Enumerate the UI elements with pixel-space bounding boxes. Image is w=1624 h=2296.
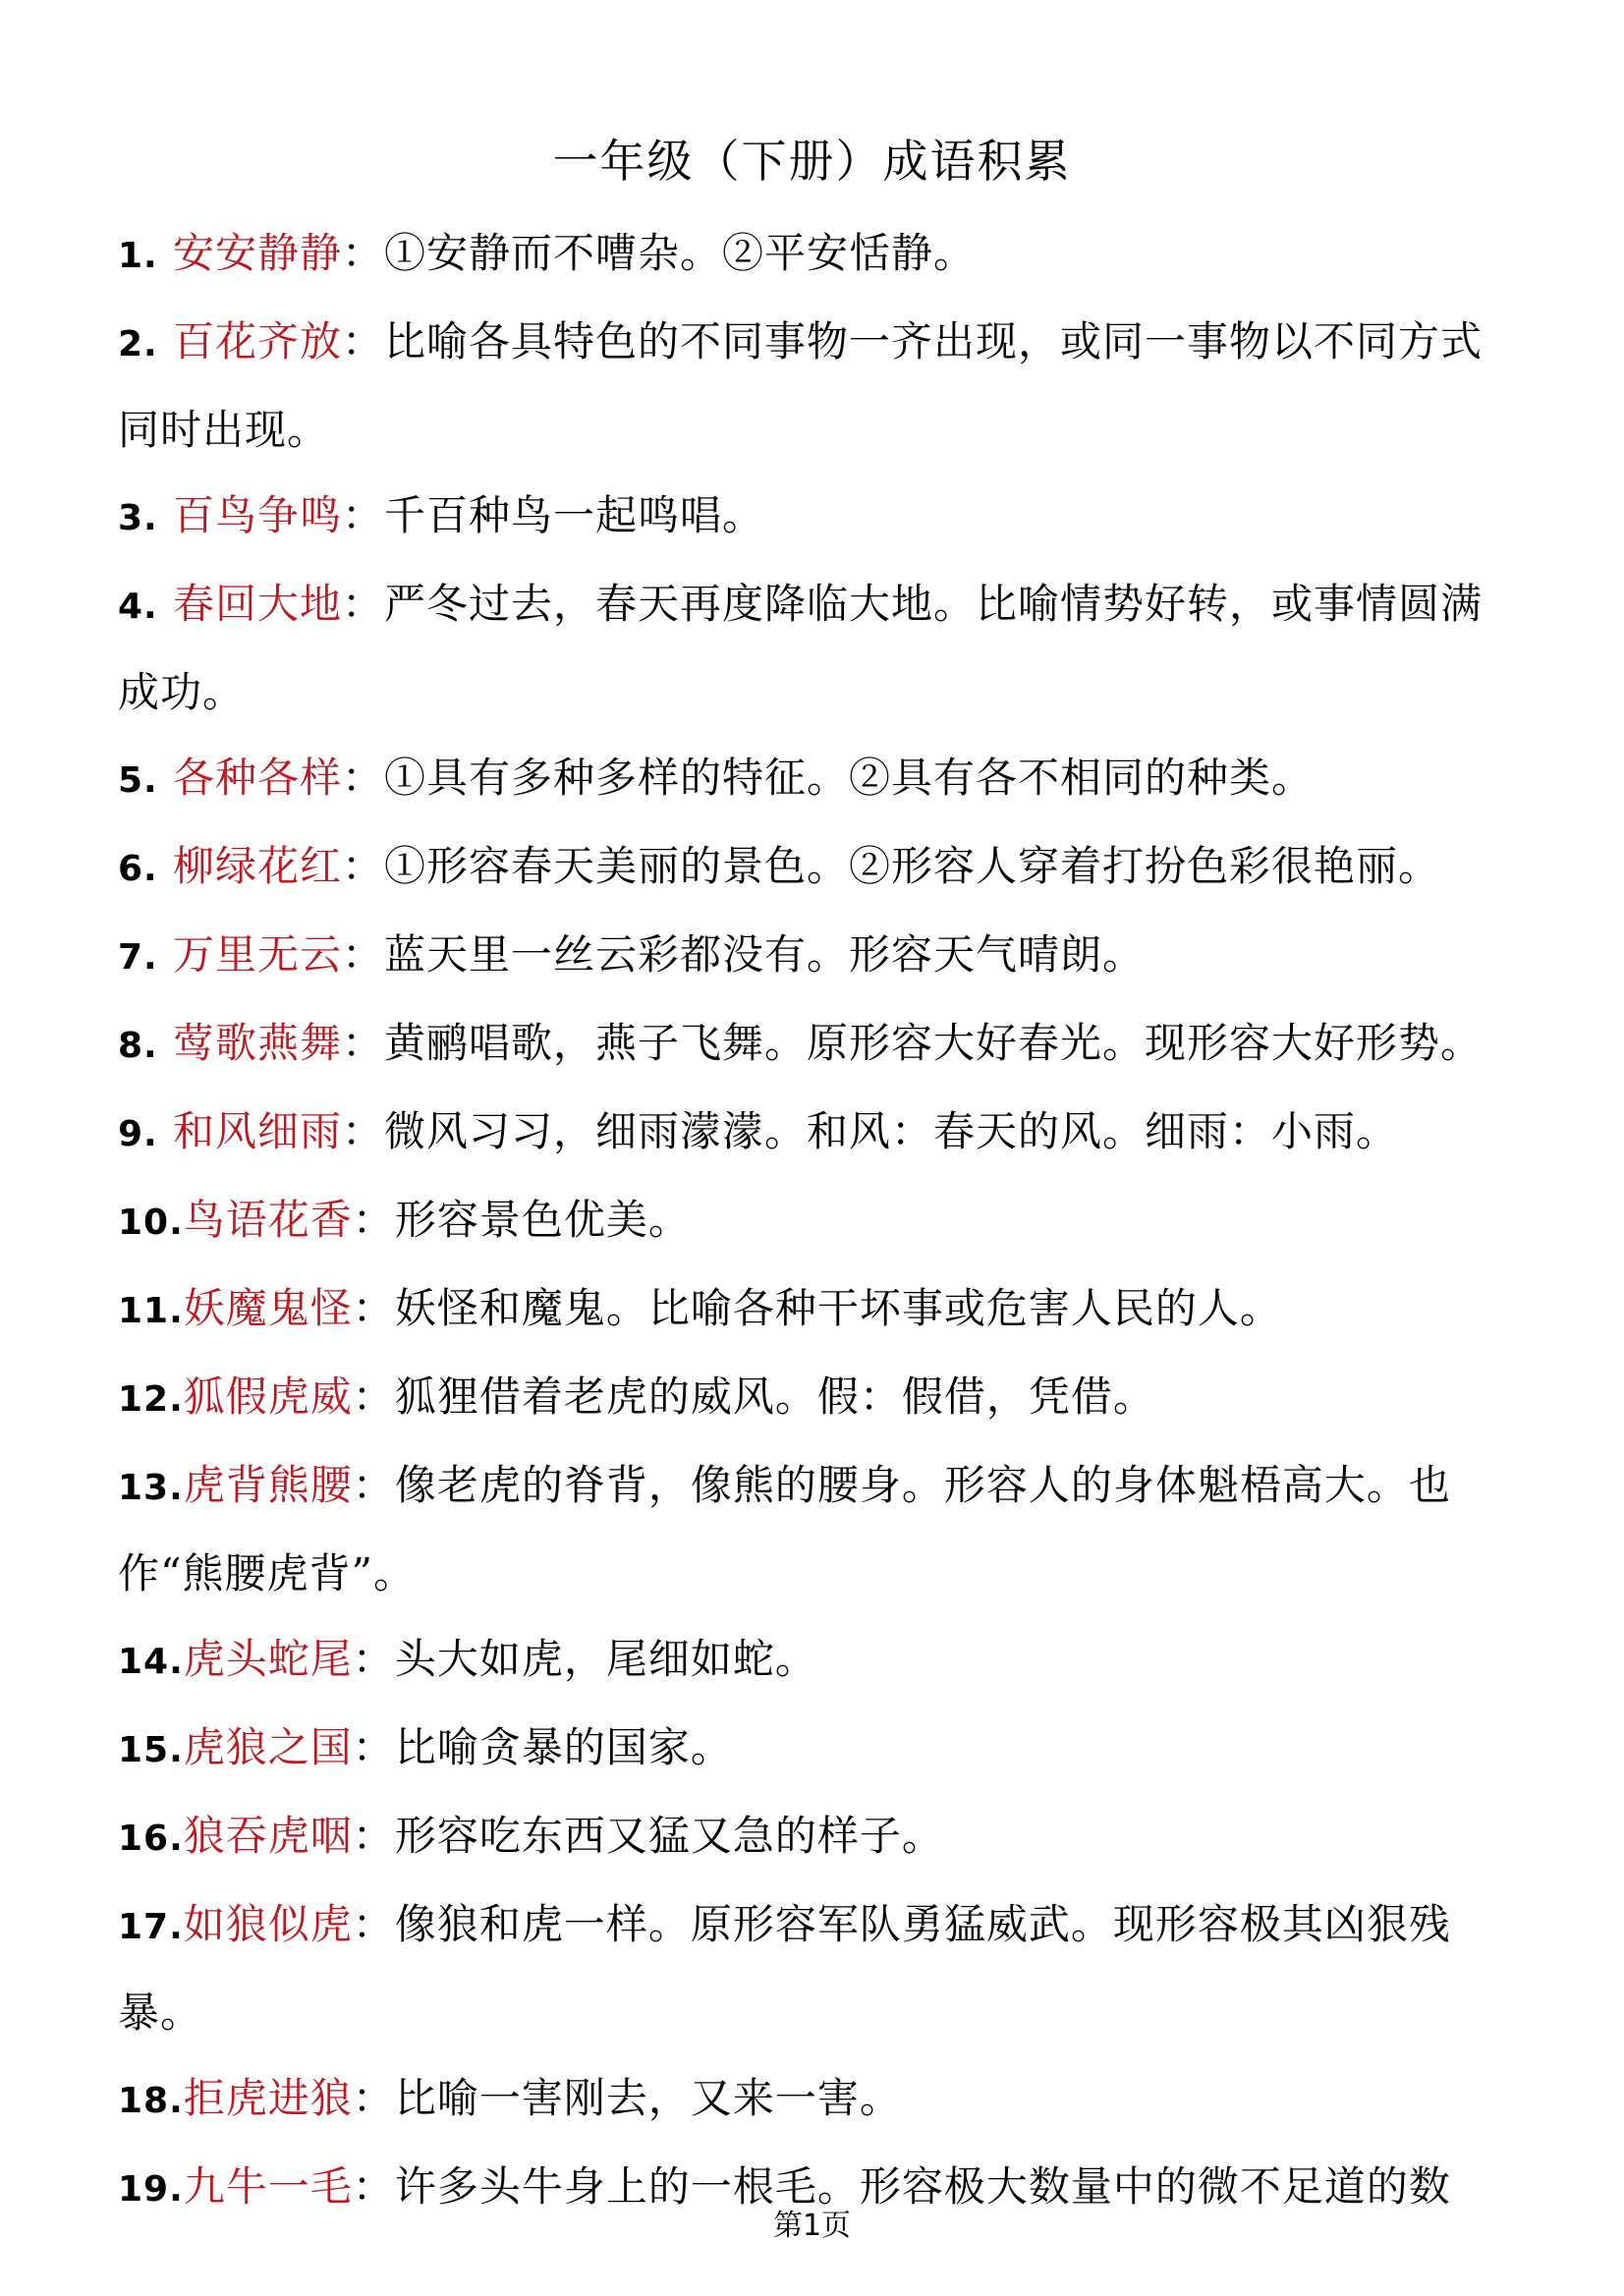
idiom-term: 妖魔鬼怪 xyxy=(183,1284,353,1332)
list-item xyxy=(118,1354,1513,1442)
idiom-definition: 蓝天里一丝云彩都没有。形容天气晴朗。 xyxy=(384,930,1146,979)
idiom-definition: ①形容春天美丽的景色。②形容人穿着打扮色彩很艳丽。 xyxy=(384,842,1441,890)
separator: ： xyxy=(352,1900,395,1948)
idiom-term: 如狼似虎 xyxy=(183,1900,353,1948)
separator: ： xyxy=(352,1284,395,1332)
idiom-term: 百花齐放 xyxy=(173,317,343,365)
separator: ： xyxy=(352,1372,395,1421)
separator: ： xyxy=(352,1635,395,1683)
idiom-term: 和风细雨 xyxy=(173,1107,343,1155)
separator: ： xyxy=(352,2162,395,2211)
item-number: 2. xyxy=(118,324,158,364)
idiom-definition: 头大如虎，尾细如蛇。 xyxy=(394,1635,817,1683)
idiom-term: 虎头蛇尾 xyxy=(183,1635,353,1683)
item-number: 18. xyxy=(118,2081,184,2121)
separator: ： xyxy=(342,930,385,979)
item-number: 11. xyxy=(118,1291,184,1331)
list-item xyxy=(118,1000,1513,1089)
idiom-definition: 千百种鸟一起鸣唱。 xyxy=(384,491,765,539)
item-number: 15. xyxy=(118,1730,184,1770)
list-item xyxy=(118,1265,1513,1354)
idiom-term: 狼吞虎咽 xyxy=(183,1812,353,1860)
list-item xyxy=(118,1705,1513,1793)
item-number: 7. xyxy=(118,937,158,978)
item-number: 16. xyxy=(118,1819,184,1859)
idiom-definition: 黄鹂唱歌，燕子飞舞。原形容大好春光。现形容大好形势。 xyxy=(384,1019,1484,1067)
idiom-definition: 比喻贪暴的国家。 xyxy=(394,1723,733,1771)
separator: ： xyxy=(342,842,385,890)
item-number: 19. xyxy=(118,2169,184,2210)
list-item xyxy=(118,561,1513,735)
list-item xyxy=(118,735,1513,823)
separator: ： xyxy=(352,1461,395,1509)
idiom-term: 狐假虎威 xyxy=(183,1372,353,1421)
list-item xyxy=(118,912,1513,1000)
item-number: 13. xyxy=(118,1468,184,1508)
idiom-term: 鸟语花香 xyxy=(183,1196,353,1244)
idiom-term: 柳绿花红 xyxy=(173,842,343,890)
idiom-term: 九牛一毛 xyxy=(183,2162,353,2211)
idiom-list xyxy=(118,210,1513,2232)
page-title: 一年级（下册）成语积累 xyxy=(552,135,1072,188)
separator: ： xyxy=(352,2074,395,2122)
item-number: 9. xyxy=(118,1114,158,1154)
list-item xyxy=(118,1089,1513,1177)
idiom-definition: 比喻一害刚去，又来一害。 xyxy=(394,2074,902,2122)
separator: ： xyxy=(352,1196,395,1244)
separator: ： xyxy=(352,1723,395,1771)
list-item xyxy=(118,1881,1513,2055)
list-item xyxy=(118,1177,1513,1265)
separator: ： xyxy=(342,1019,385,1067)
idiom-term: 莺歌燕舞 xyxy=(173,1019,343,1067)
separator: ： xyxy=(342,317,385,365)
idiom-definition: 许多头牛身上的一根毛。形容极大数量中的微不足道的数 xyxy=(394,2162,1451,2211)
idiom-term: 虎背熊腰 xyxy=(183,1461,353,1509)
idiom-term: 安安静静 xyxy=(173,229,343,277)
item-number: 1. xyxy=(118,236,158,276)
idiom-term: 百鸟争鸣 xyxy=(173,491,343,539)
idiom-term: 春回大地 xyxy=(173,580,343,628)
idiom-definition: 像狼和虎一样。原形容军队勇猛威武。现形容极其凶狠残暴。 xyxy=(118,1900,1451,2037)
separator: ： xyxy=(342,229,385,277)
idiom-definition: 比喻各具特色的不同事物一齐出现，或同一事物以不同方式同时出现。 xyxy=(118,317,1484,454)
item-number: 12. xyxy=(118,1379,184,1420)
list-item xyxy=(118,473,1513,561)
list-item xyxy=(118,823,1513,912)
separator: ： xyxy=(342,580,385,628)
idiom-definition: ①安静而不嘈杂。②平安恬静。 xyxy=(384,229,977,277)
list-item xyxy=(118,1442,1513,1616)
idiom-definition: 微风习习，细雨濛濛。和风：春天的风。细雨：小雨。 xyxy=(384,1107,1399,1155)
idiom-definition: 妖怪和魔鬼。比喻各种干坏事或危害人民的人。 xyxy=(394,1284,1282,1332)
idiom-term: 拒虎进狼 xyxy=(183,2074,353,2122)
item-number: 4. xyxy=(118,587,158,627)
item-number: 8. xyxy=(118,1026,158,1066)
idiom-definition: 形容吃东西又猛又急的样子。 xyxy=(394,1812,944,1860)
list-item xyxy=(118,299,1513,473)
idiom-definition: ①具有多种多样的特征。②具有各不相同的种类。 xyxy=(384,754,1315,802)
item-number: 3. xyxy=(118,498,158,538)
list-item xyxy=(118,1616,1513,1705)
separator: ： xyxy=(342,1107,385,1155)
item-number: 6. xyxy=(118,849,158,889)
page-number: 第1页 xyxy=(772,2209,852,2243)
separator: ： xyxy=(342,491,385,539)
idiom-definition: 狐狸借着老虎的威风。假：假借，凭借。 xyxy=(394,1372,1155,1421)
item-number: 14. xyxy=(118,1642,184,1682)
separator: ： xyxy=(342,754,385,802)
idiom-term: 万里无云 xyxy=(173,930,343,979)
list-item xyxy=(118,2055,1513,2144)
item-number: 10. xyxy=(118,1203,184,1243)
item-number: 17. xyxy=(118,1907,184,1947)
separator: ： xyxy=(352,1812,395,1860)
idiom-definition: 像老虎的脊背，像熊的腰身。形容人的身体魁梧高大。也作“熊腰虎背”。 xyxy=(118,1461,1451,1597)
list-item xyxy=(118,210,1513,299)
idiom-definition: 形容景色优美。 xyxy=(394,1196,691,1244)
item-number: 5. xyxy=(118,760,158,801)
idiom-term: 各种各样 xyxy=(173,754,343,802)
idiom-definition: 严冬过去，春天再度降临大地。比喻情势好转，或事情圆满成功。 xyxy=(118,580,1484,716)
list-item xyxy=(118,1793,1513,1881)
idiom-term: 虎狼之国 xyxy=(183,1723,353,1771)
